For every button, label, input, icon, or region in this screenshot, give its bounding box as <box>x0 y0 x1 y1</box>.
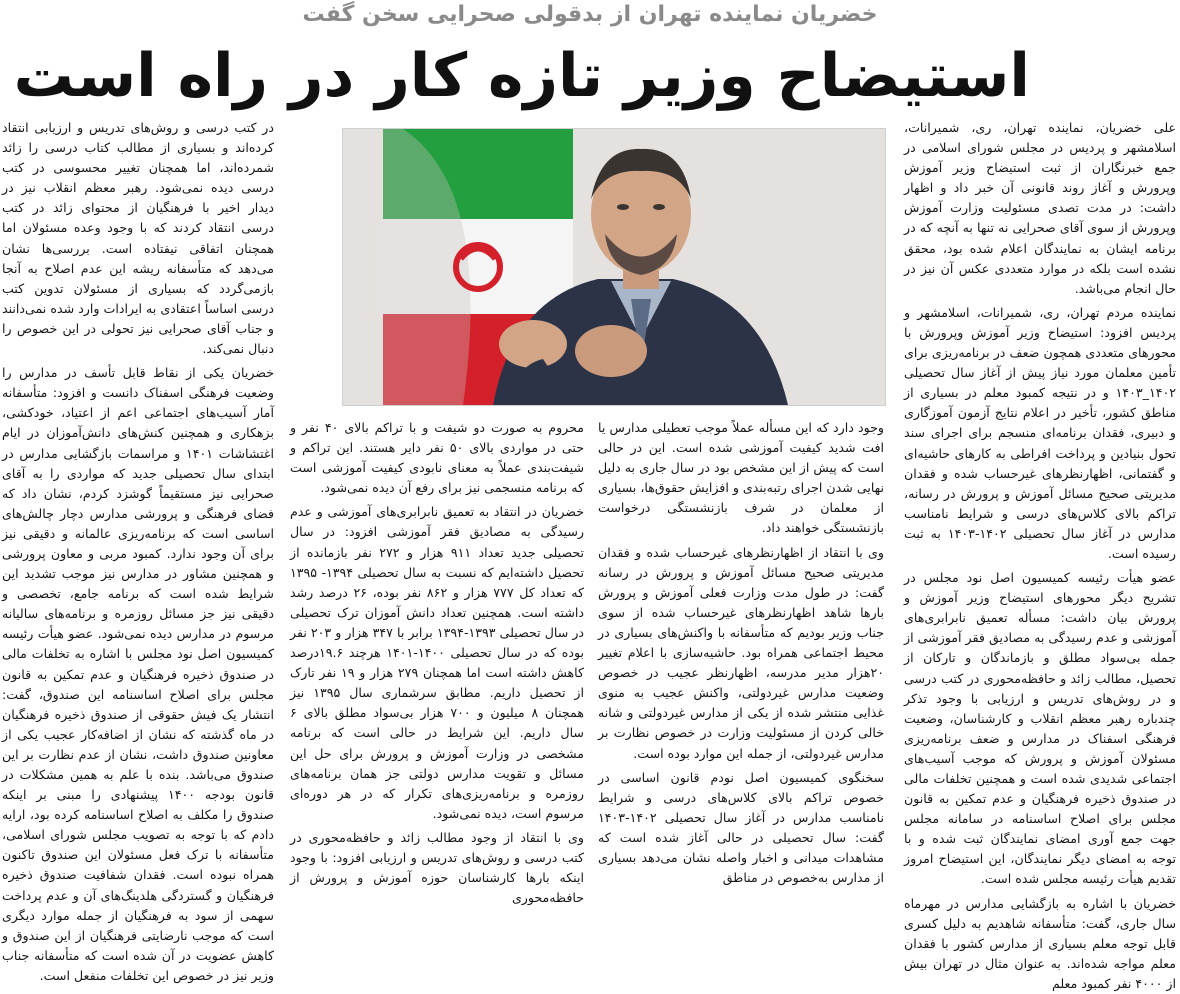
paragraph: در کتب درسی و روش‌های تدریس و ارزیابی انتقاد کرده‌اند و بسیاری از مطالب کتاب درسی را زائد شمرده‌اند، اما همچنان تغییر محسوسی در کتب درسی دیده نمی‌شود. رهبر معظم انقلاب نیز در دیدار اخیر با فرهنگیان از محتوای زائد در کتب درسی انتقاد کردند که با وجود وعده مسئولان اما همچنان اتفاقی نیفتاده است. بررسی‌ها نشان می‌دهد که متأسفانه ریشه این عدم اصلاح به آنجا بازمی‌گردد که بسیاری از مسئولان تدوین کتب درسی اساساً اعتقادی به ایرادات وارد شده نمی‌دانند و جناب آقای صحرایی نیز تحولی در این خصوص را دنبال نمی‌کند. <box>2 120 274 357</box>
article-column-1 <box>904 118 1176 991</box>
portrait-illustration-icon <box>343 129 885 405</box>
paragraph: خضریان با اشاره به بازگشایی مدارس در مهرماه سال جاری، گفت: متأسفانه شاهدیم به دلیل کسری قابل توجه معلم بسیاری از مدارس کشور با فقدان معلم مواجه شده‌اند. به عنوان مثال در تهران بیش از ۴۰۰۰ نفر کمبود معلم <box>904 895 1176 991</box>
article-headline: استیضاح وزیر تازه کار در راه است <box>13 41 1030 111</box>
paragraph: وی با انتقاد از اظهارنظرهای غیرحساب شده و فقدان مدیریتی صحیح مسائل آموزش و پرورش در رسانه گفت: در طول مدت وزارت فعلی آموزش و پرورش بارها شاهد اظهارنظرهای غیرحساب شده از سوی جناب وزیر بودیم که متأسفانه با واکنش‌های بسیاری در محیط اجتماعی همراه بود. حاشیه‌سازی با اعلام تغییر ۲۰هزار مدیر مدرسه، اظهارنظر عجیب در خصوص وضعیت مدارس غیردولتی، واکنش عجیب به منوی غذایی منتشر شده از یکی از مدارس غیردولتی و شانه خالی کردن از مسئولیت وزارت در خصوص نظارت بر مدارس غیردولتی، از جمله این موارد بوده است. <box>598 544 884 761</box>
article-column-2 <box>598 418 884 886</box>
paragraph: وی با انتقاد از وجود مطالب زائد و حافظه‌محوری در کتب درسی و روش‌های تدریس و ارزیابی افزود: با وجود اینکه بارها کارشناسان حوزه آموزش و پرورش از حافظه‌محوری <box>290 829 584 906</box>
article-column-4 <box>2 118 274 983</box>
paragraph: خضریان در انتقاد به تعمیق نابرابری‌های آموزشی و عدم رسیدگی به مصادیق فقر آموزشی افزود: در سال تحصیلی جدید تعداد ۹۱۱ هزار و ۲۷۲ نفر بازمانده از تحصیل داشته‌ایم که نسبت به سال تحصیلی ۱۳۹۴- ۱۳۹۵ که تعداد کل ۷۷۷ هزار و ۸۶۲ نفر بوده، ۲۶ درصد رشد داشته است. همچنین تعداد دانش آموزان ترک تحصیلی در سال تحصیلی ۱۳۹۳-۱۳۹۴ برابر با ۳۴۷ هزار و ۲۰۳ نفر بوده که در سال تحصیلی ۱۴۰۰-۱۴۰۱ هرچند ۱۹.۶درصد کاهش داشته است اما همچنان ۲۷۹ هزار و ۱۹ نفر تارک از تحصیل داریم. مطابق سرشماری سال ۱۳۹۵ نیز همچنان ۸ میلیون و ۷۰۰ هزار بی‌سواد مطلق بالای ۶ سال داریم. این شرایط در حالی است که برنامه مشخصی در وزارت آموزش و پرورش برای حل این مسائل و تقویت مدارس دولتی جز همان برنامه‌های روزمره و برنامه‌ریزی‌های تکرار که در هر دوره‌ای مرسوم است، دیده نمی‌شود. <box>290 504 585 821</box>
article-kicker: خضریان نماینده تهران از بدقولی صحرایی سخن گفت <box>302 2 878 27</box>
paragraph: محروم به صورت دو شیفت و با تراکم بالای ۴۰ نفر و حتی در مواردی بالای ۵۰ نفر دایر هستند. این تراکم و شیفت‌بندی عملاً به معنای نابودی کیفیت آموزشی است که برنامه منسجمی نیز برای رفع آن دیده نمی‌شود. <box>290 420 585 496</box>
portrait-photo <box>342 128 886 406</box>
paragraph: نماینده مردم تهران، ری، شمیرانات، اسلامشهر و پردیس افزود: استیضاح وزیر آموزش وپرورش با محورهای متعددی همچون ضعف در برنامه‌ریزی برای تأمین معلمان مورد نیاز پیش از آغاز سال تحصیلی ۱۴۰۲_۱۴۰۳ و در نتیجه کمبود معلم در بسیاری از مناطق کشور، تأخیر در اعلام نتایج آزمون آموزگاری و دبیری، فقدان برنامه‌ای منسجم برای اجرای سند تحول بنیادین و پرداخت افراطی به کارهای حاشیه‌ای و گفتمانی، اظهارنظرهای غیرحساب شده و فقدان مدیریتی صحیح مسائل آموزش و پرورش در رسانه، تراکم بالای کلاس‌های درسی و شرایط نامناسب مدارس در آغاز سال تحصیلی ۱۴۰۲-۱۴۰۳ به ثبت رسیده است. <box>904 304 1176 561</box>
paragraph: وجود دارد که این مسأله عملاً موجب تعطیلی مدارس یا افت شدید کیفیت آموزشی شده است. این در حالی است که پیش از این مشخص بود در سال جاری به دلیل نهایی شدن اجرای رتبه‌بندی و افزایش حقوق‌ها، بسیاری از معلمان در شرف بازنشستگی درخواست بازنشستگی خواهند داد. <box>598 420 884 536</box>
paragraph: عضو هیأت رئیسه کمیسیون اصل نود مجلس در تشریح دیگر محورهای استیضاح وزیر آموزش و پرورش بیان داشت: مسأله تعمیق نابرابری‌های آموزشی و عدم رسیدگی به مصادیق فقر آموزشی از جمله بی‌سواد مطلق و بازماندگان و تارکان از تحصیل، مطالب زائد و حافظه‌محوری در کتب درسی و در روش‌های تدریس و ارزیابی با وجود تذکر چندباره رهبر معظم انقلاب و کارشناسان، وضعیت فرهنگی اسفناک در مدارس و ضعف برنامه‌ریزی مسئولان آموزش و پرورش که موجب آسیب‌های اجتماعی شدیدی شده است و همچنین تخلفات مالی در صندوق ذخیره فرهنگیان و عدم تمکین به قانون مجلس برای اصلاح اساسنامه در سامانه مجلس جهت جمع آوری امضای نمایندگان ثبت شده و با توجه به امضای دیگر نمایندگان، این استیضاح امروز تقدیم هیأت رئیسه مجلس شده است. <box>904 570 1176 887</box>
paragraph: سخنگوی کمیسیون اصل نودم قانون اساسی در خصوص تراکم بالای کلاس‌های درسی و شرایط نامناسب مدارس در آغاز سال تحصیلی ۱۴۰۲-۱۴۰۳ گفت: سال تحصیلی در حالی آغاز شده است که مشاهدات میدانی و اخبار واصله نشان می‌دهد بسیاری از مدارس به‌خصوص در مناطق <box>598 769 884 886</box>
paragraph: خضریان یکی از نقاط قابل تأسف در مدارس را وضعیت فرهنگی اسفناک دانست و افزود: متأسفانه آمار آسیب‌های اجتماعی اعم از اعتیاد، خودکشی، بزهکاری و همچنین کنش‌های دانش‌آموزان در ایام اغتشاشات ۱۴۰۱ و مراسمات بازگشایی مدارس در ابتدای سال تحصیلی جدید که مواردی را به آقای صحرایی نیز مستقیماً گوشزد کردم، نشان داد که فضای فرهنگی و پرورشی مدارس دچار چالش‌های اساسی است که برنامه‌ریزی عالمانه و دقیقی نیز برای آن وجود ندارد. کمبود مربی و معاون پرورشی و همچنین مشاور در مدارس نیز موجب تشدید این شرایط شده است که برنامه جامع، تخصصی و دقیقی نیز جز مسائل روزمره و برنامه‌های سالیانه مرسوم در مدارس دیده نمی‌شود. عضو هیأت رئیسه کمیسیون اصل نود مجلس با اشاره به تخلفات مالی در صندوق ذخیره فرهنگیان و عدم تمکین به قانون مجلس برای اصلاح اساسنامه این صندوق، گفت: انتشار یک فیش حقوقی از صندوق ذخیره فرهنگیان در ماه گذشته که نشان از اضافه‌کار عجیب یکی از معاونین صندوق داشت، نشان از عدم نظارت بر این صندوق می‌باشد. بنده با علم به همین مشکلات در قانون بودجه ۱۴۰۰ پیشنهادی را مبنی بر اینکه صندوق را مکلف به اصلاح اساسنامه کرده بود، ارایه دادم که با توجه به تصویب مجلس شورای اسلامی، متأسفانه با ترک فعل مسئولان این صندوق تاکنون همراه نبوده است. فقدان شفافیت صندوق ذخیره فرهنگیان و گستردگی هلدینگ‌های آن و عدم پرداخت سهمی از سود به فرهنگیان از جمله موارد دیگری است که موجب نارضایتی فرهنگیان از این صندوق و کاهش عضویت در آن شده است که متأسفانه جناب وزیر نیز در خصوص این تخلفات منفعل است. <box>2 365 274 983</box>
article-column-3 <box>290 418 585 906</box>
paragraph: علی خضریان، نماینده تهران، ری، شمیرانات، اسلامشهر و پردیس در مجلس شورای اسلامی در جمع خبرنگاران از ثبت استیضاح وزیر آموزش وپرورش و آغاز روند قانونی آن خبر داد و اظهار داشت: در مدت تصدی مسئولیت وزارت آموزش وپرورش از سوی آقای صحرایی نه تنها به آنچه که در برنامه ایشان به نمایندگان اعلام شده بود، محقق نشده است بلکه در موارد متعددی عکس آن نیز در حال انجام می‌باشد. <box>904 120 1176 296</box>
